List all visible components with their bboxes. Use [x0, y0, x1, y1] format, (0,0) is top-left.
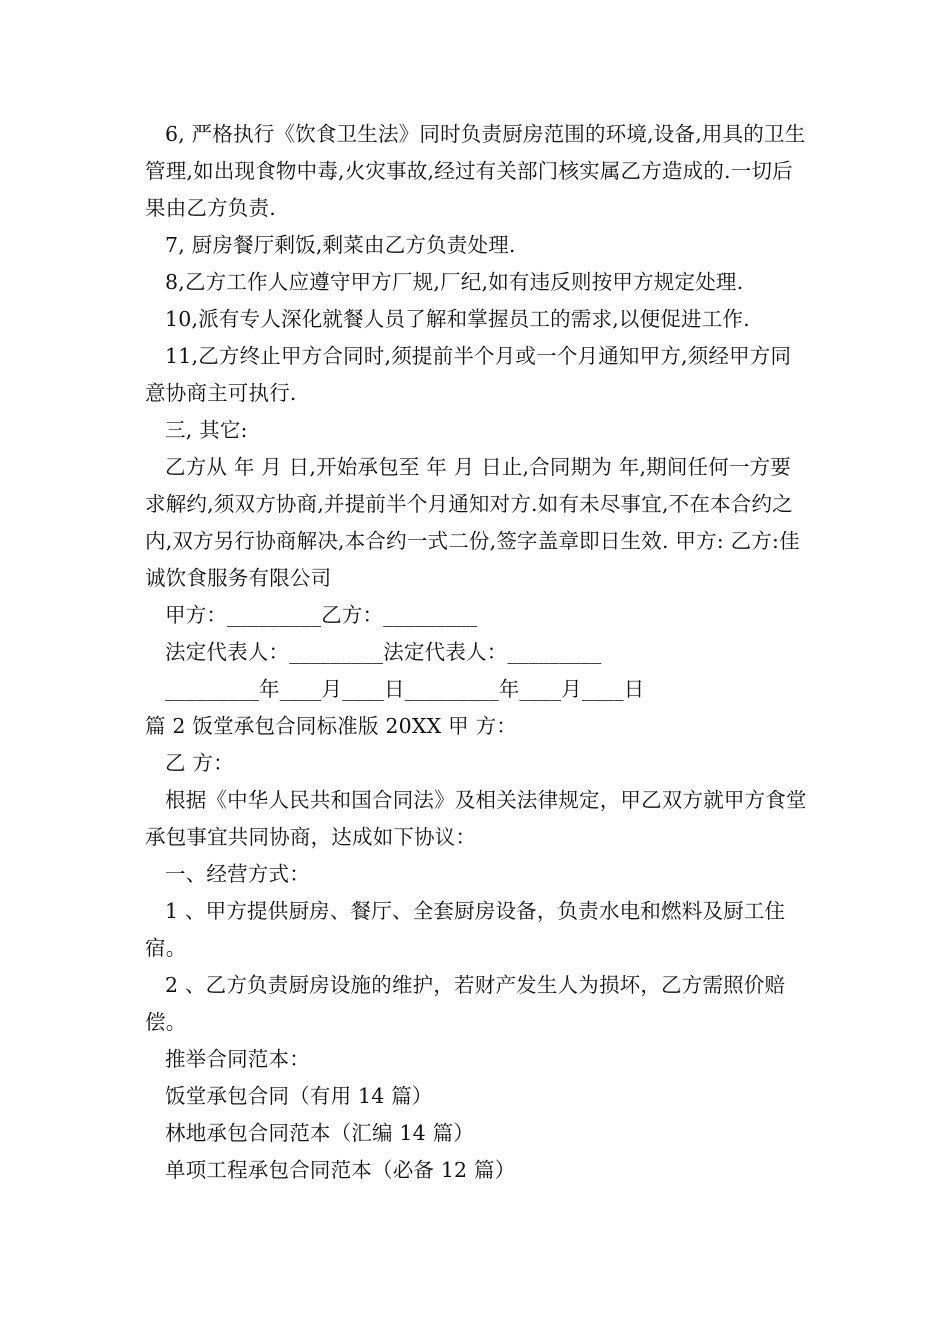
term-paragraph: 乙方从 年 月 日,开始承包至 年 月 日止,合同期为 年,期间任何一方要求解约,须双方协商,并提前半个月通知对方.如有未尽事宜,不在本合约之内,双方另行协商解决,本合约一式二份,签字盖章即日生效. 甲方: 乙方:佳诚饮食服务有限公司	[145, 455, 800, 590]
operation-item-2: 2 、乙方负责厨房设施的维护，若财产发生人为损坏，乙方需照价赔偿。	[145, 973, 786, 1034]
agreement-intro-paragraph: 根据《中华人民共和国合同法》及相关法律规定，甲乙双方就甲方食堂承包事宜共同协商，达成如下协议：	[145, 788, 807, 849]
recommended-link-2[interactable]: 林地承包合同范本（汇编 14 篇）	[165, 1121, 475, 1145]
operation-mode-heading: 一、经营方式：	[165, 862, 310, 886]
article-2-heading: 篇 2 饭堂承包合同标准版 20XX 甲 方：	[145, 714, 517, 738]
clause-8-paragraph: 8,乙方工作人应遵守甲方厂规,厂纪,如有违反则按甲方规定处理.	[165, 270, 744, 294]
recommended-link-3[interactable]: 单项工程承包合同范本（必备 12 篇）	[165, 1158, 516, 1182]
clause-7-paragraph: 7, 厨房餐厅剩饭,剩菜由乙方负责处理.	[165, 233, 516, 257]
clause-6-paragraph: 6, 严格执行《饮食卫生法》同时负责厨房范围的环境,设备,用具的卫生管理,如出现食物中毒,火灾事故,经过有关部门核实属乙方造成的.一切后果由乙方负责.	[145, 122, 806, 220]
recommended-heading: 推举合同范本：	[165, 1047, 310, 1071]
signature-date-line: _________年____月____日_________年____月____日	[165, 677, 645, 701]
signature-representative-line: 法定代表人：_________法定代表人：_________	[165, 640, 602, 664]
operation-item-1: 1 、甲方提供厨房、餐厅、全套厨房设备，负责水电和燃料及厨工住宿。	[145, 899, 786, 960]
section-other-heading: 三, 其它:	[165, 418, 248, 442]
clause-11-paragraph: 11,乙方终止甲方合同时,须提前半个月或一个月通知甲方,须经甲方同意协商主可执行.	[145, 344, 792, 405]
clause-10-paragraph: 10,派有专人深化就餐人员了解和掌握员工的需求,以便促进工作.	[165, 307, 750, 331]
signature-party-line: 甲方：_________乙方：_________	[165, 603, 478, 627]
party-b-line: 乙 方：	[165, 751, 234, 775]
recommended-link-1[interactable]: 饭堂承包合同（有用 14 篇）	[165, 1084, 433, 1108]
